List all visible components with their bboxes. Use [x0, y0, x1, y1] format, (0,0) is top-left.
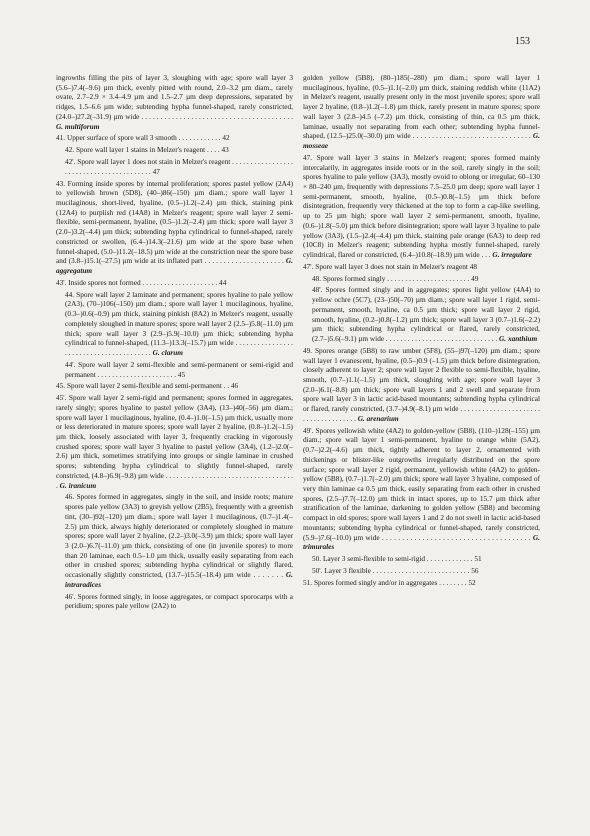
taxon-name: G. aggregatum	[56, 256, 293, 276]
key-entry: 51. Spores formed singly and/or in aggregates . . . . . . . . 52	[303, 577, 476, 587]
key-columns	[56, 73, 540, 821]
right-column	[303, 73, 540, 821]
key-entry: ingrowths filling the pits of layer 3, sloughing with age; spore wall layer 3 (5.6–)7.4(–9.6) µm thick, evenly pitted with round, 2.0–3.2 µm diam., rarely ovate, 2.7–2.9 × 3.4–4.9 µm and 1.5–2.7 µm deep depressions, separated by ridges, 1.5–6.6 µm wide; subtending hypha funnel-shaped, rarely constricted, (24.0–)27.2(–31.9) µm wide . . . . . . . . . . . . . . . . . . . . . . . . . . . . . . . . . . . . . . . . G. multiforum	[56, 73, 293, 131]
taxon-name: G. clarum	[152, 347, 183, 357]
key-entry: 48. Spores formed singly . . . . . . . . . . . . . . . . . . . . . . . 49	[312, 273, 479, 283]
taxon-name: G. irregulare	[492, 250, 532, 260]
key-entry: 45. Spore wall layer 2 semi-flexible and semi-permanent . . 46	[56, 381, 239, 391]
key-entry: 45'. Spore wall layer 2 semi-rigid and permanent; spores formed in aggregates, rarely singly; spores hyaline to pastel yellow (3A4), (13–)40(–56) µm diam.; spore wall layer 1 mucilaginous, hyaline, (0.4–)1.0(–1.5) µm thick, usually more or less deteriorated in mature spores; spore wall layer 2 hyaline, (0.8–)1.2(–1.5) µm thick, loosely associated with layer 3, frequently cracking in vigorously crushed spores; spore wall layer 3 hyaline to pastel yellow (3A4), (1.2–)2.0(–2.6) µm thick, sometimes stratifying into groups or single laminae in crushed spores; subtending hypha cylindrical to slightly funnel-shaped, rarely constricted, (4.8–)6.9(–9.8) µm wide . . . . . . . . . . . . . . . . . . . . . . . . . . . . . . . . . . . . G. iranicum	[56, 393, 293, 490]
key-entry: 43. Forming inside spores by internal proliferation; spores pastel yellow (2A4) to yellowish brown (5D8), (40–)86(–150) µm diam.; spore wall layer 1 mucilaginous, short-lived, hyaline, (0.5–)1.2(–2.4) µm thick, staining pink (12A4) to purplish red (14A8) in Melzer's reagent; spore wall layer 2 semi-flexible, semi-permanent, hyaline, (0.5–)1.2(–2.4) µm thick; spore wall layer 3 (2.0–)3.2(–4.4) µm thick; subtending hypha cylindrical to funnel-shaped, rarely constricted or swollen, (6.4–)14.3(–21.6) µm wide at the spore base when funnel-shaped, (5.0–)11.2(–18.5) µm wide at the constriction near the spore base and (3.8–)15.1(–27.5) µm wide at its inflated part . . . . . . . . . . . . . . . . . . . . . G. aggregatum	[56, 178, 293, 276]
left-column	[56, 73, 293, 821]
key-entry: 42'. Spore wall layer 1 does not stain in Melzer's reagent . . . . . . . . . . . . . . . . . . . . . . . . . . . . . . . . . . . . . . . . . 47	[65, 157, 293, 176]
key-entry: 47'. Spore wall layer 3 does not stain in Melzer's reagent 48	[303, 261, 478, 271]
taxon-name: G. iranicum	[59, 480, 97, 490]
key-entry: 43'. Inside spores not formed . . . . . . . . . . . . . . . . . . . . . 44	[56, 277, 227, 287]
key-entry: 44'. Spore wall layer 2 semi-flexible and semi-permanent or semi-rigid and permanent . . . . . . . . . . . . . . . . . . . . . . 45	[65, 359, 293, 379]
taxon-name: G. trimurales	[303, 532, 540, 552]
taxon-name: G. mosseae	[303, 131, 540, 151]
key-entry: 46. Spores formed in aggregates, singly in the soil, and inside roots; mature spores pale yellow (3A3) to greyish yellow (2B5), frequently with a greenish tint, (30–)92(–120) µm diam.; spore wall layer 1 mucilaginous, (0.7–)1.4(–2.5) µm thick, always highly deteriorated or completely sloughed in mature spores; spore wall layer 2 hyaline, (2.2–)3.0(–3.9) µm thick; spore wall layer 3 (2.0–)6.7(–11.0) µm thick, consisting of one (in juvenile spores) to more than 20 laminae, each 0.5–1.0 µm thick, usually easily separating from each other in crushed spores; subtending hypha cylindrical or slightly flared, occasionally slightly constricted, (13.7–)15.5(–18.4) µm wide . . . . . . . G. intraradices	[65, 492, 293, 589]
key-entry: 46'. Spores formed singly, in loose aggregates, or compact sporocarps with a peridium; spores pale yellow (2A2) to	[65, 591, 293, 611]
key-entry: 49'. Spores yellowish white (4A2) to golden-yellow (5B8), (110–)128(–155) µm diam.; spore wall layer 1 semi-permanent, hyaline to orange white (5A2), (0.7–)2.2(–4.6) µm thick, tightly adherent to layer 2, ornamented with thickenings or blister-like outgrowths irregularly distributed on the spore surface; spore wall layer 2 rigid, permanent, yellowish white (4A2) to golden-yellow (5B8), (0.7–)1.7(–2.0) µm thick; spore wall layer 3 hyaline, composed of very thin laminae ca 0.5 µm thick, easily separating from each other in crushed spores, (2.5–)7.7(–12.0) µm thick in intact spores, up to 15.7 µm thick after stratification of the laminae, darkening to golden yellow (5B8) and becoming compact in old spores; spore wall layers 1 and 2 do not swell in lactic acid-based mountants; subtending hypha cylindrical or funnel-shaped, rarely constricted, (5.9–)7.6(–10.0) µm wide . . . . . . . . . . . . . . . . . . . . . . . . . . . . . . . . . . . . . G. trimurales	[303, 425, 540, 552]
taxon-name: G. arenarium	[357, 413, 399, 423]
key-entry: 50'. Layer 3 flexible . . . . . . . . . . . . . . . . . . . . . . . . . . . 56	[312, 565, 479, 575]
key-entry: 47. Spore wall layer 3 stains in Melzer's reagent; spores formed mainly intercalarily, in aggregates inside roots or in the soil, rarely singly in the soil; spores hyaline to pale yellow (3A3), mostly ovoid to oblong or irregular, 60–130 × 80–240 µm, frequently with depressions 7.5–25.0 µm deep; spore wall layer 1 semi-permanent, smooth, hyaline, (0.5–)0.8(–1.5) µm thick before disintegration, frequently very thickened at the top to form a cap-like swelling, up to 25 µm high; spore wall layer 2 semi-permanent, smooth, hyaline, (0.6–)1.8(–5.0) µm thick before disintegration; spore wall layer 3 hyaline to pale yellow (3A3), (1.5–)2.4(–4.4) µm thick, staining pale orange (6A3) to deep red (10C8) in Melzer's reagent; subtending hypha mostly funnel-shaped, rarely cylindrical, flared or constricted, (6.4–)10.8(–18.9) µm wide . . . G. irregulare	[303, 152, 540, 260]
key-entry: 50. Layer 3 semi-flexible to semi-rigid . . . . . . . . . . . . . 51	[312, 554, 482, 564]
key-entry: 48'. Spores formed singly and in aggregates; spores light yellow (4A4) to yellow ochre (5C7), (23–)50(–70) µm diam.; spore wall layer 1 rigid, semi-permanent, smooth, hyaline, ca 0.5 µm thick; spore wall layer 2 rigid, smooth, hyaline, (0.2–)0.8(–1.2) µm thick; spore wall layer 3 (0.7–)1.6(–2.2) µm thick; subtending hypha cylindrical or flared, rarely constricted, (2.7–)5.6(–9.1) µm wide . . . . . . . . . . . . . . . . . . . . . . . . . . . . . . . G. xanthium	[312, 285, 540, 344]
taxon-name: G. intraradices	[65, 570, 293, 589]
key-entry: 42. Spore wall layer 1 stains in Melzer's reagent . . . . 43	[65, 145, 229, 155]
key-entry: golden yellow (5B8), (80–)185(–280) µm diam.; spore wall layer 1 mucilaginous, hyaline, (0.5–)1.1(–2.0) µm thick, staining reddish white (11A2) in Melzer's reagent, usually present only in the most juvenile spores; spore wall layer 2 hyaline, (0.8–)1.2(–1.8) µm thick, rarely present in mature spores; spore wall layer 3 (2.8–)4.5 (–7.2) µm thick, consisting of thin, ca 0.5 µm thick, laminae, usually not separating from each other; subtending hypha funnel-shaped, (12.5–)25.0(–30.0) µm wide . . . . . . . . . . . . . . . . . . . . . . . . . . . . . . . G. mosseae	[303, 73, 540, 151]
key-entry: 44. Spore wall layer 2 laminate and permanent; spores hyaline to pale yellow (2A3), (70–)106(–150) µm diam.; spore wall layer 1 mucilaginous, hyaline, (0.3–)0.6(–0.9) µm thick, staining pinkish (8A2) in Melzer's reagent, usually completely sloughed in mature spores; spore wall layer 2 (2.5–)5.8(–11.0) µm thick; spore wall layer 3 (2.9–)5.9(–10.0) µm thick; subtending hypha cylindrical to funnel-shaped, (11.3–)13.3(–15.7) µm wide . . . . . . . . . . . . . . . . . . . . . . . . . . . . . . . . . . . . . . . . G. clarum	[65, 289, 293, 357]
page-number: 153	[515, 36, 530, 47]
taxon-name: G. multiforum	[56, 121, 100, 131]
key-entry: 41. Upper surface of spore wall 3 smooth . . . . . . . . . . . . 42	[56, 133, 230, 143]
key-entry: 49. Spores orange (5B8) to raw umber (5F8), (55–)97(–120) µm diam.; spore wall layer 1 evanescent, hyaline, (0.5–)0.9 (–1.5) µm thick before disintegration, closely adherent to layer 2; spore wall layer 2 flexible to semi-flexible, hyaline, smooth, (0.7–)1.1(–1.5) µm thick, sloughing with age; spore wall layer 3 (2.0–)6.1(–8.8) µm thick; spore wall layers 1 and 2 swell and separate from spore wall layer 3 in lactic acid-based mountants; subtending hypha cylindrical or flared, rarely constricted, (3.7–)4.9(–8.1) µm wide . . . . . . . . . . . . . . . . . . . . . . . . . . . . . . . . . . . . . G. arenarium	[303, 345, 540, 423]
taxon-name: G. xanthium	[499, 334, 538, 344]
